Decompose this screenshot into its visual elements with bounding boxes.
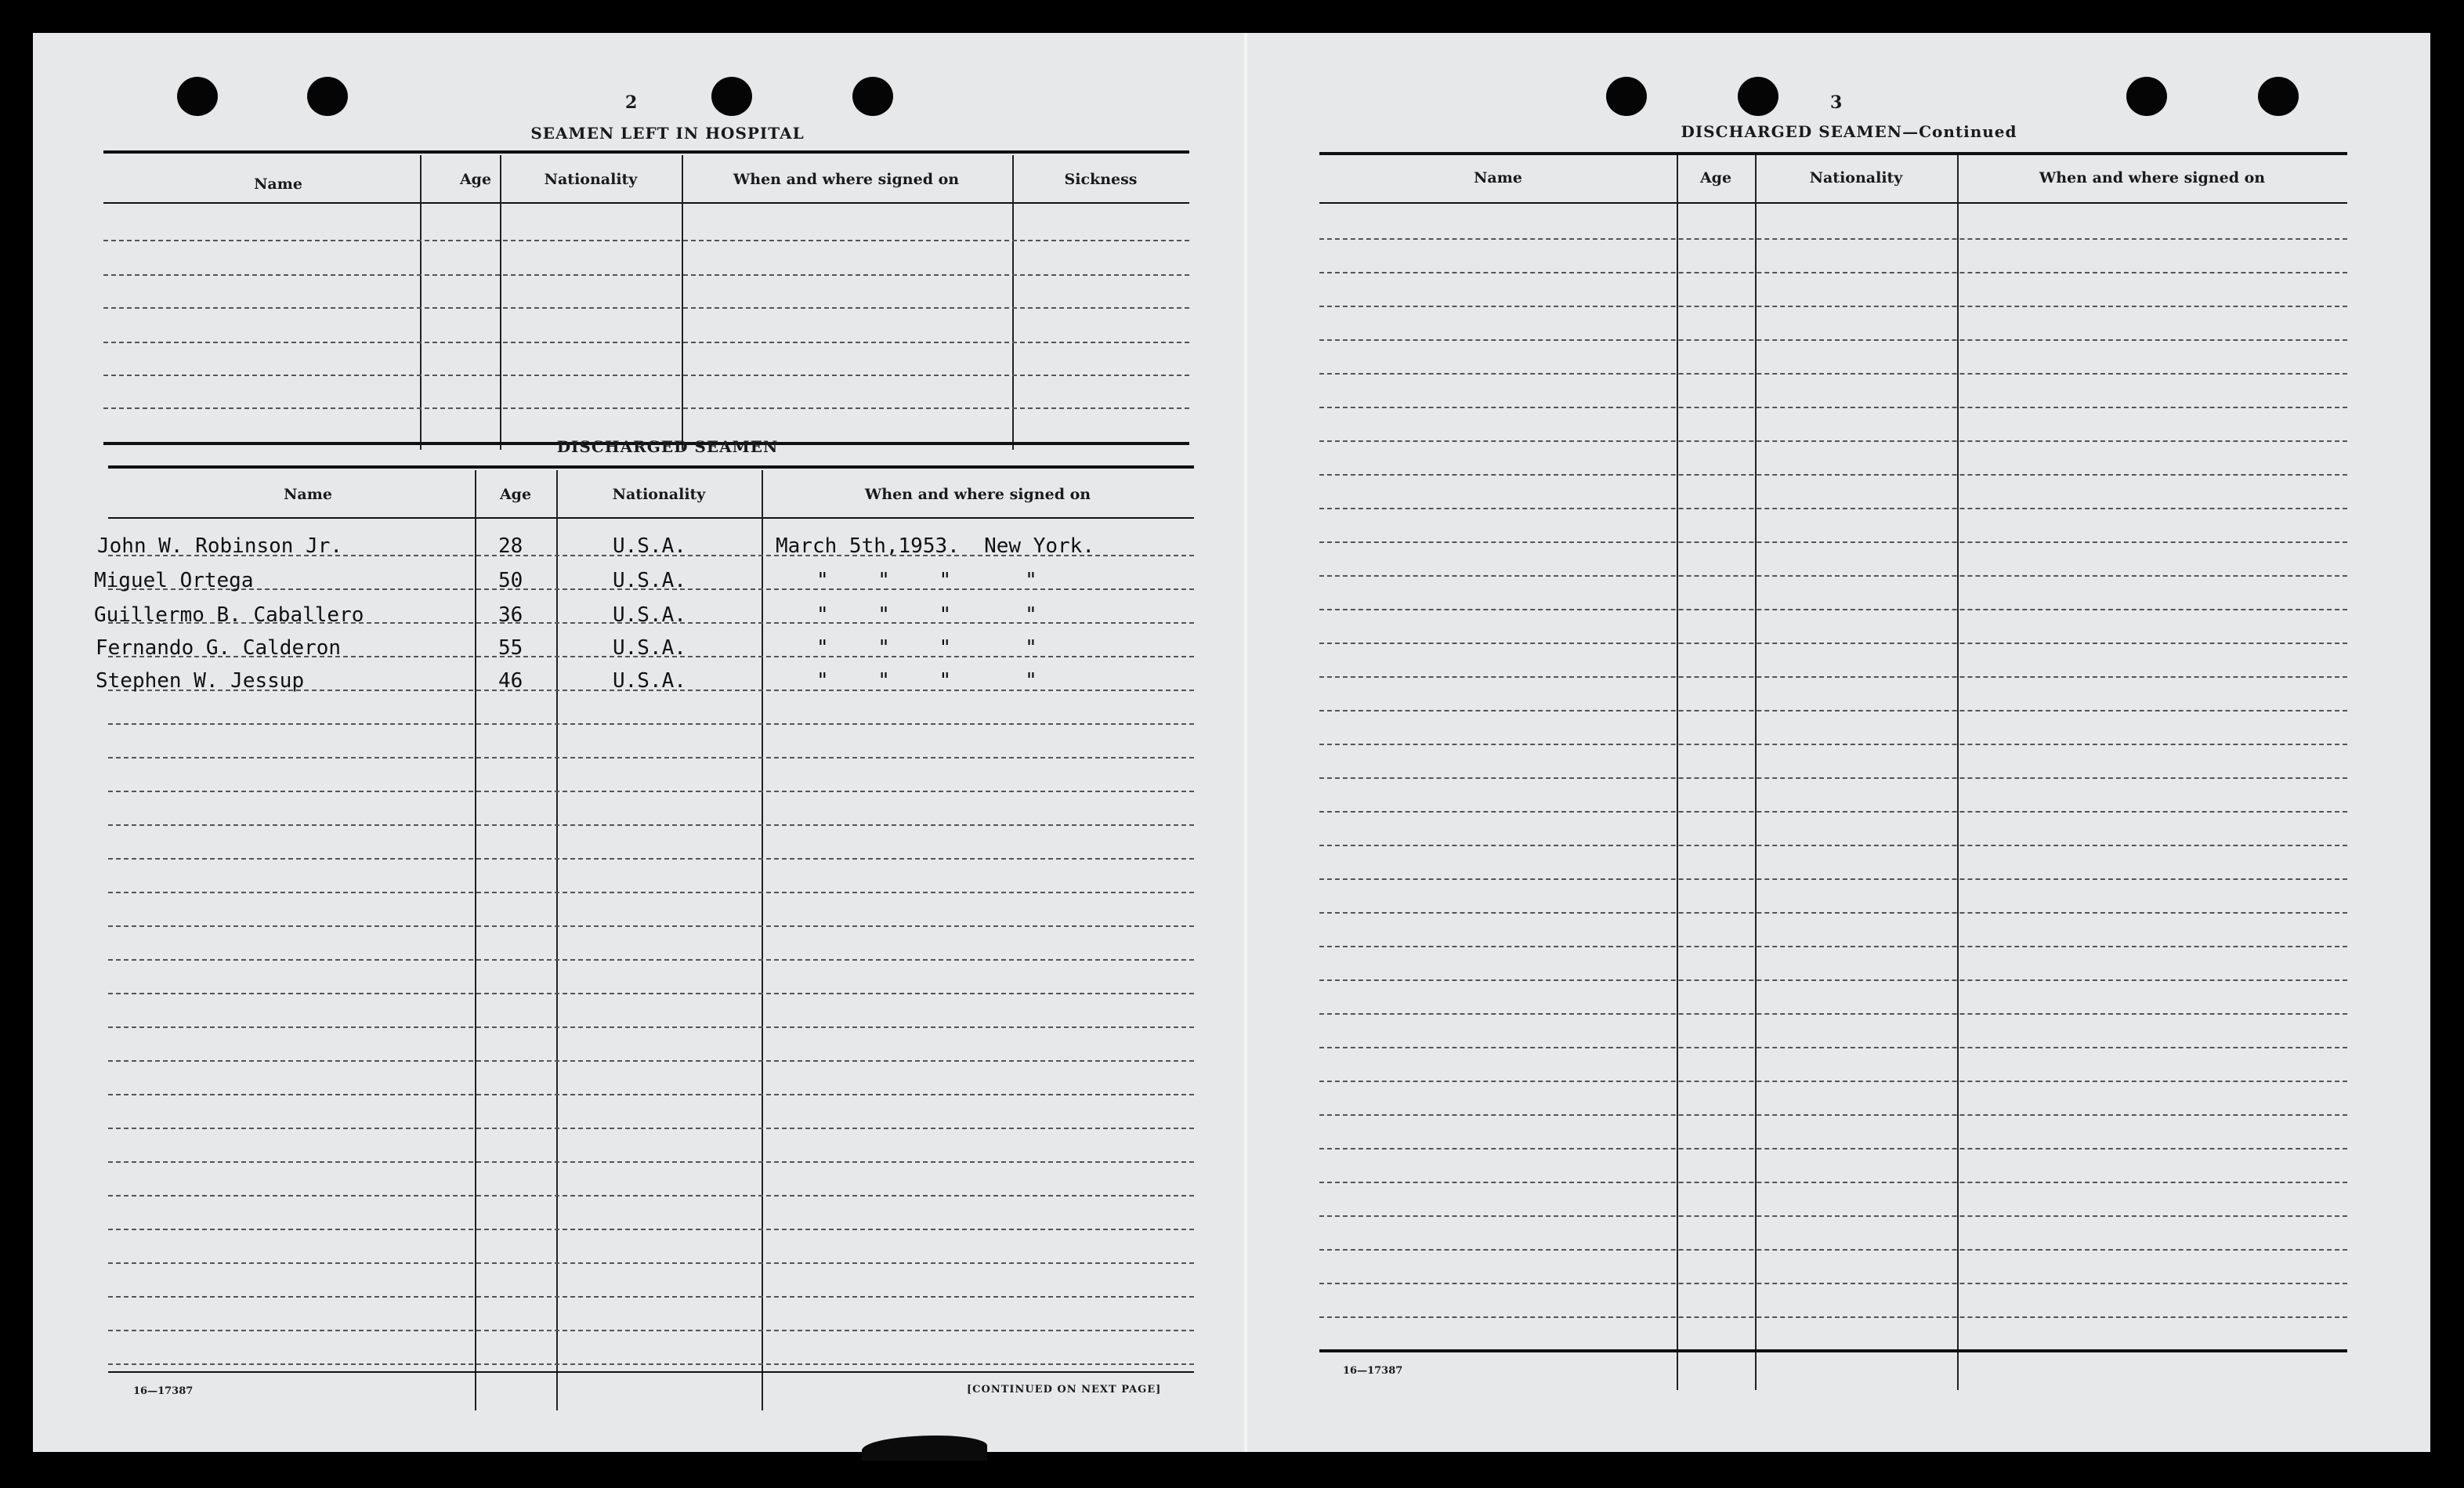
row-line xyxy=(108,858,1194,860)
row-line xyxy=(1319,878,2347,880)
discharged-col-nationality: Nationality xyxy=(612,486,706,503)
row-line xyxy=(1319,744,2347,745)
row-line xyxy=(1319,777,2347,779)
seaman-name: John W. Robinson Jr. xyxy=(97,534,343,558)
hospital-divider xyxy=(1012,155,1014,450)
row-line xyxy=(1319,1215,2347,1217)
row-line xyxy=(1319,272,2347,273)
punch-hole xyxy=(2258,77,2299,116)
discharged-continued-title: DISCHARGED SEAMEN—Continued xyxy=(1681,122,2017,141)
seaman-age: 28 xyxy=(498,534,523,558)
row-line xyxy=(108,1161,1194,1163)
row-line xyxy=(108,1363,1194,1365)
hospital-col-signed-on: When and where signed on xyxy=(733,171,960,188)
row-line xyxy=(1319,1081,2347,1082)
row-line xyxy=(108,959,1194,961)
discharged-header-rule xyxy=(108,517,1194,519)
continued-col-name: Name xyxy=(1474,169,1522,186)
punch-hole xyxy=(711,77,752,116)
punch-hole xyxy=(177,77,218,116)
row-line xyxy=(108,925,1194,927)
seaman-nationality: U.S.A. xyxy=(613,669,686,693)
seaman-age: 55 xyxy=(498,636,523,660)
hospital-row-line xyxy=(103,407,1189,409)
seaman-signed-on: " " " " xyxy=(816,603,1037,627)
hospital-row-line xyxy=(103,274,1189,276)
punch-hole xyxy=(2126,77,2167,116)
row-line xyxy=(1319,912,2347,914)
hospital-header-rule xyxy=(103,202,1189,204)
row-line xyxy=(108,757,1194,758)
discharged-col-name: Name xyxy=(284,486,332,503)
seaman-signed-on: " " " " xyxy=(816,569,1037,592)
row-line xyxy=(1319,575,2347,577)
discharged-col-signed-on: When and where signed on xyxy=(864,486,1091,503)
row-line xyxy=(1319,643,2347,644)
punch-hole xyxy=(852,77,893,116)
hospital-row-line xyxy=(103,375,1189,376)
continued-bottom-rule xyxy=(1319,1349,2347,1352)
row-line xyxy=(1319,508,2347,509)
row-line xyxy=(108,791,1194,792)
discharged-bottom-rule xyxy=(108,1371,1194,1373)
continued-col-signed-on: When and where signed on xyxy=(2039,169,2266,186)
seaman-name: Stephen W. Jessup xyxy=(96,669,305,693)
hospital-col-sickness: Sickness xyxy=(1064,171,1138,188)
seaman-signed-on: March 5th,1953. New York. xyxy=(776,534,1095,558)
row-line xyxy=(108,1128,1194,1129)
discharged-col-age: Age xyxy=(499,486,532,503)
row-line xyxy=(108,723,1194,725)
discharged-divider xyxy=(762,470,763,1410)
row-line xyxy=(1319,1316,2347,1318)
hospital-divider xyxy=(500,155,501,450)
row-line xyxy=(1319,1182,2347,1183)
seaman-signed-on: " " " " xyxy=(816,669,1037,693)
punch-hole xyxy=(307,77,348,116)
row-line xyxy=(1319,1148,2347,1149)
row-line xyxy=(1319,676,2347,678)
page-number: 3 xyxy=(1830,92,1843,113)
row-line xyxy=(1319,541,2347,543)
row-line xyxy=(1319,946,2347,947)
row-line xyxy=(108,1026,1194,1028)
row-line xyxy=(1319,474,2347,476)
continued-top-rule xyxy=(1319,152,2347,155)
hospital-section-title: SEAMEN LEFT IN HOSPITAL xyxy=(530,124,805,143)
left-page xyxy=(33,33,1244,1452)
hospital-row-line xyxy=(103,307,1189,309)
seaman-name: Miguel Ortega xyxy=(94,569,254,592)
row-line xyxy=(1319,1114,2347,1116)
row-line xyxy=(108,892,1194,893)
row-line xyxy=(1319,373,2347,375)
row-line xyxy=(1319,845,2347,846)
continued-header-rule xyxy=(1319,202,2347,204)
form-number: 16—17387 xyxy=(1343,1365,1403,1377)
row-line xyxy=(108,1262,1194,1264)
row-line xyxy=(108,1296,1194,1298)
seaman-age: 50 xyxy=(498,569,523,592)
row-line xyxy=(1319,1013,2347,1015)
form-number: 16—17387 xyxy=(133,1385,194,1397)
seaman-nationality: U.S.A. xyxy=(613,569,686,592)
row-line xyxy=(1319,710,2347,711)
row-line xyxy=(1319,407,2347,408)
row-line xyxy=(108,1060,1194,1062)
hospital-col-name: Name xyxy=(254,176,302,193)
seaman-name: Fernando G. Calderon xyxy=(96,636,342,660)
row-line xyxy=(1319,1047,2347,1048)
row-line xyxy=(108,1094,1194,1095)
row-line xyxy=(108,1195,1194,1197)
row-line xyxy=(1319,609,2347,610)
hospital-divider xyxy=(682,155,683,450)
hospital-row-line xyxy=(103,342,1189,343)
hospital-divider xyxy=(420,155,422,450)
row-line xyxy=(1319,811,2347,813)
row-line xyxy=(1319,440,2347,442)
seaman-nationality: U.S.A. xyxy=(613,636,686,660)
row-line xyxy=(108,993,1194,994)
right-page xyxy=(1247,33,2430,1452)
hospital-row-line xyxy=(103,240,1189,241)
row-line xyxy=(1319,1283,2347,1284)
row-line xyxy=(1319,1249,2347,1251)
row-line xyxy=(1319,238,2347,240)
hospital-top-rule xyxy=(103,150,1189,154)
page-number: 2 xyxy=(625,92,638,113)
seaman-age: 46 xyxy=(498,669,523,693)
discharged-divider xyxy=(556,470,558,1410)
continued-col-age: Age xyxy=(1699,169,1732,186)
row-line xyxy=(108,824,1194,826)
punch-hole xyxy=(1606,77,1647,116)
discharged-section-title: DISCHARGED SEAMEN xyxy=(556,437,779,456)
continued-col-nationality: Nationality xyxy=(1809,169,1903,186)
seaman-nationality: U.S.A. xyxy=(613,603,686,627)
hospital-col-age: Age xyxy=(459,171,492,188)
row-line xyxy=(1319,979,2347,981)
seaman-signed-on: " " " " xyxy=(816,636,1037,660)
seaman-name: Guillermo B. Caballero xyxy=(94,603,364,627)
hospital-col-nationality: Nationality xyxy=(544,171,638,188)
row-line xyxy=(108,1229,1194,1230)
seaman-nationality: U.S.A. xyxy=(613,534,686,558)
punch-hole xyxy=(1738,77,1778,116)
discharged-divider xyxy=(475,470,476,1410)
row-line xyxy=(108,1330,1194,1331)
row-line xyxy=(1319,339,2347,341)
row-line xyxy=(1319,306,2347,307)
continued-note: [CONTINUED ON NEXT PAGE] xyxy=(967,1384,1162,1396)
discharged-top-rule xyxy=(108,465,1194,469)
seaman-age: 36 xyxy=(498,603,523,627)
